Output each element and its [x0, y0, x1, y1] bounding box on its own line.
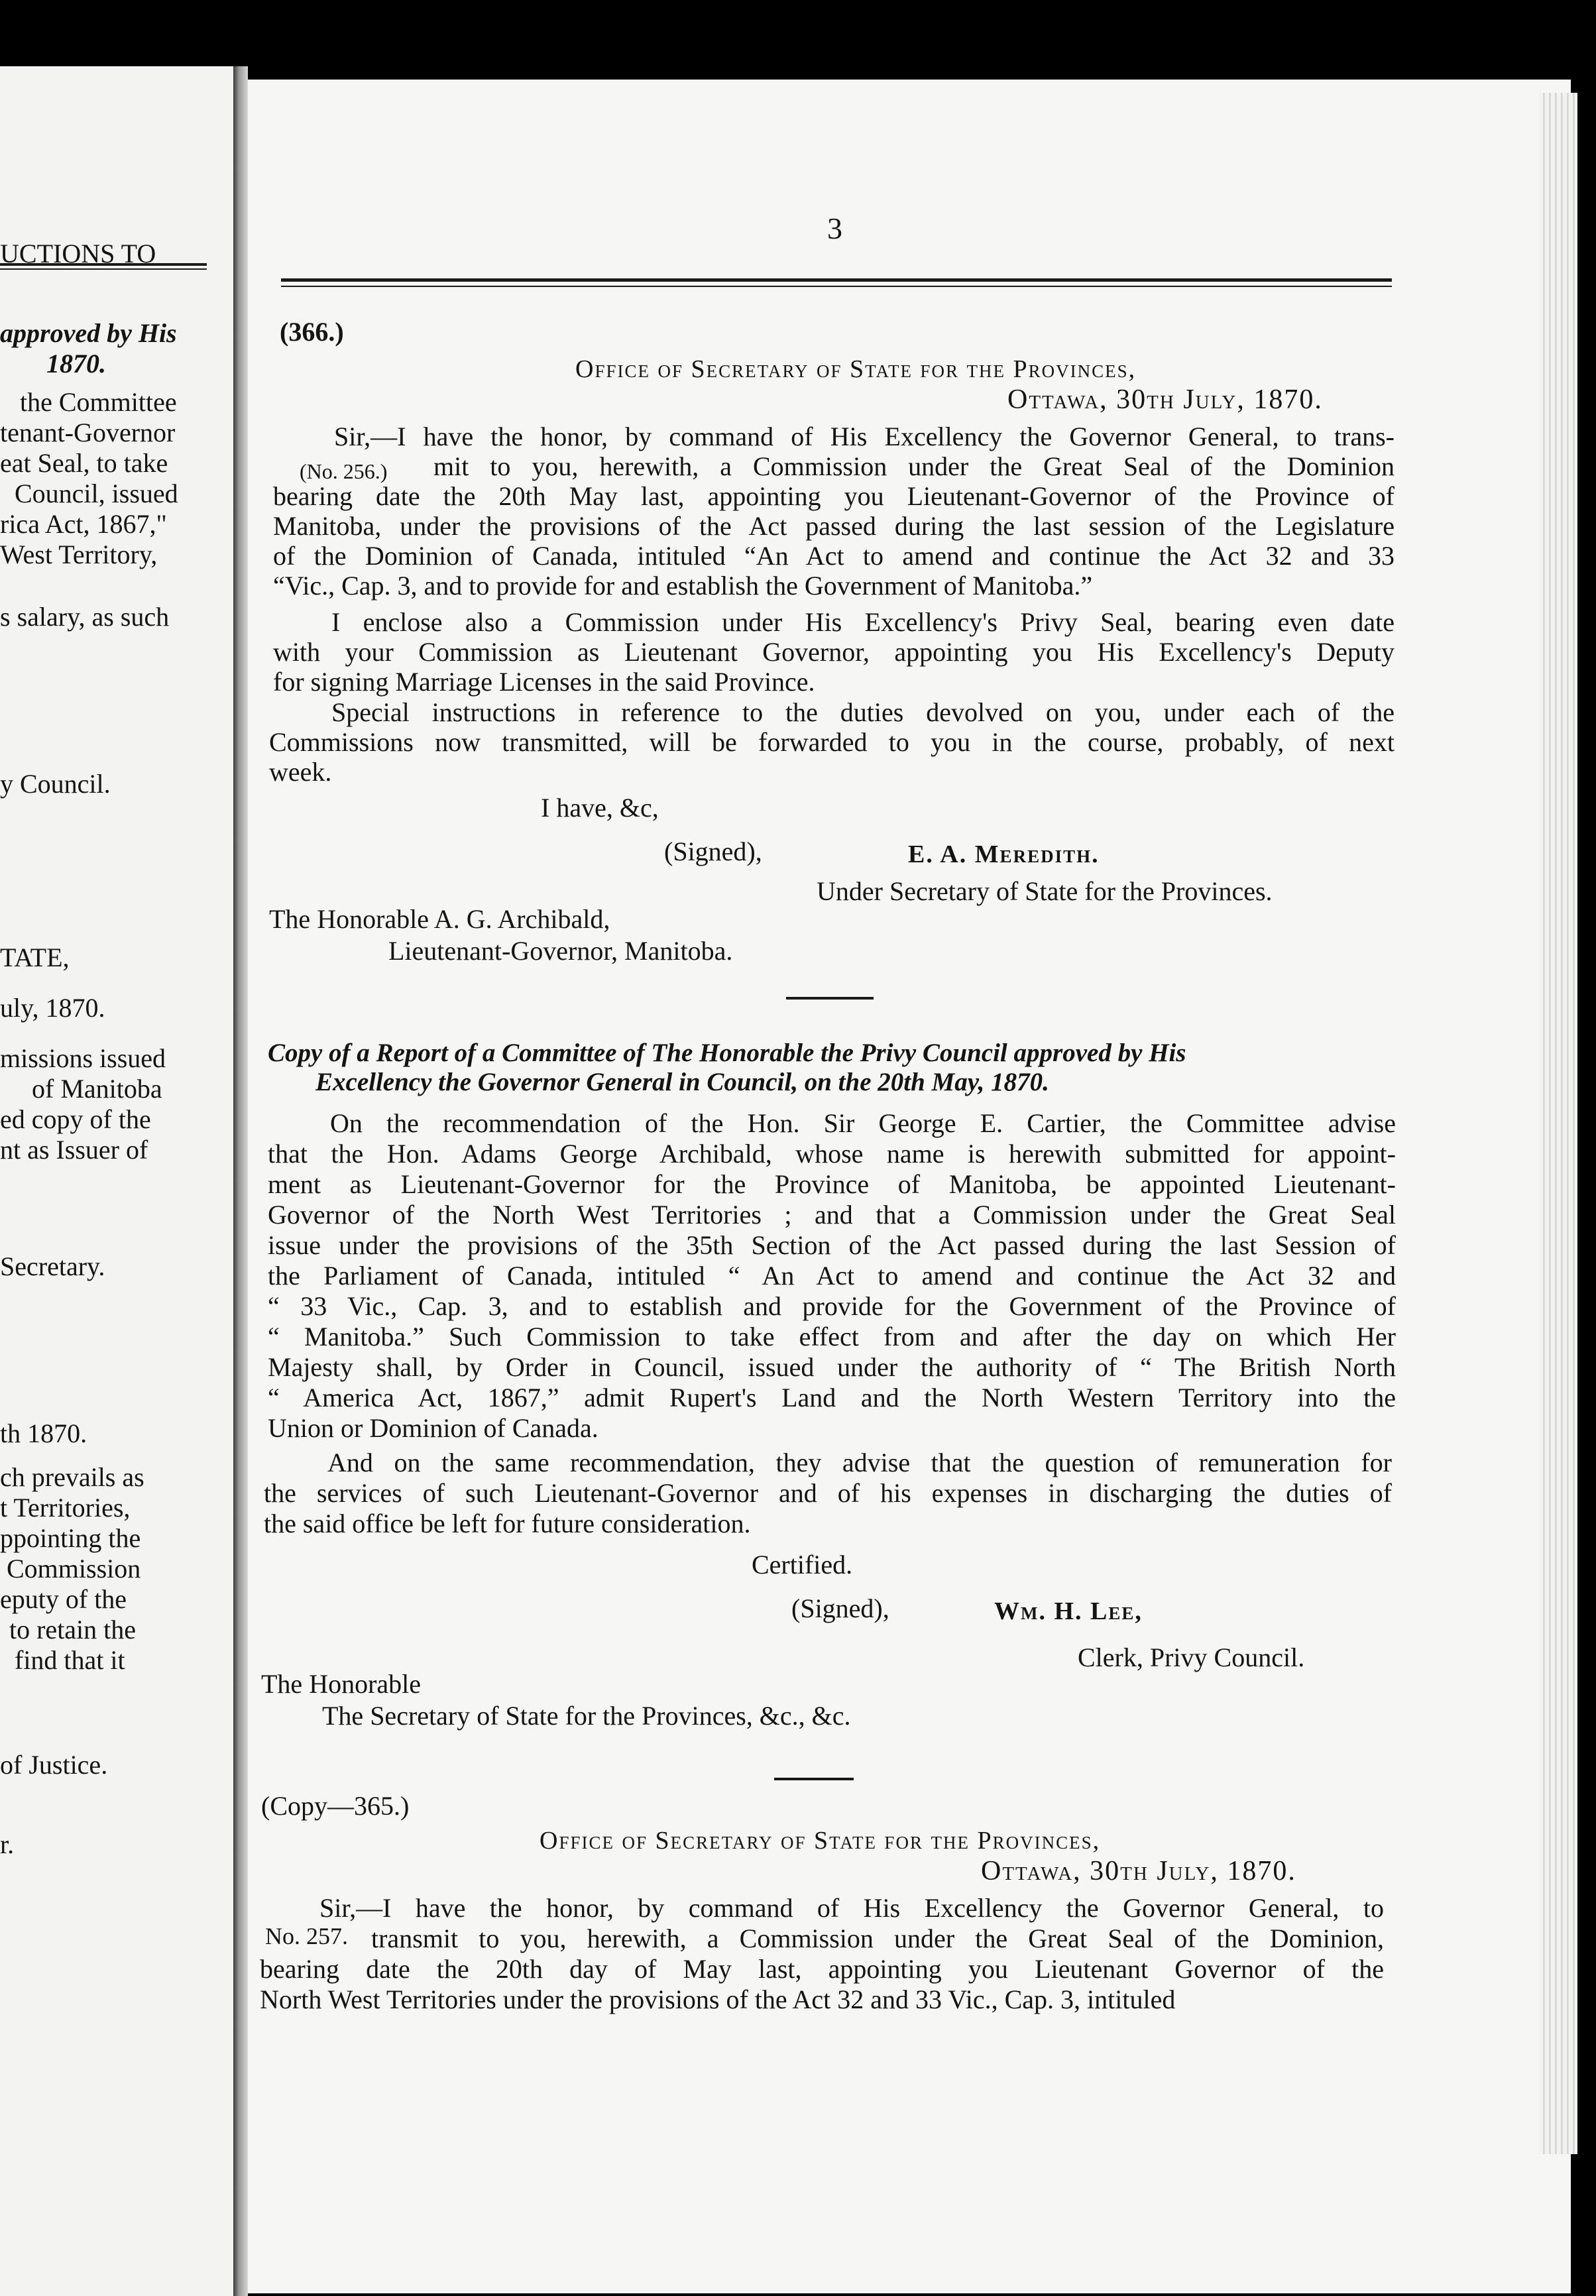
left-page-line: ppointing the — [0, 1523, 141, 1553]
left-page-line: the Committee — [20, 387, 177, 417]
letter1-margin-no: (No. 256.) — [300, 459, 388, 483]
l2p-line: North West Territories under the provisions of the Act 32 and 33 Vic., Cap. 3, intituled — [260, 1984, 1176, 2014]
rp2-line: the said office be left for future consideration. — [264, 1509, 751, 1538]
letter2-place-date: Ottawa, 30th July, 1870. — [981, 1856, 1296, 1886]
l1p1-line: mit to you, herewith, a Commission under the Great Seal of the Dominion — [433, 451, 1395, 481]
left-page-line: th 1870. — [0, 1418, 87, 1448]
letter1-office: Office of Secretary of State for the Provinces, — [575, 355, 1137, 383]
l2p-line: transmit to you, herewith, a Commission under the Great Seal of the Dominion, — [371, 1923, 1384, 1953]
book-gutter — [233, 66, 248, 2296]
left-page-line: ed copy of the — [0, 1104, 151, 1134]
l1p1-line: Manitoba, under the provisions of the Act passed during the last session of the Legislature — [273, 511, 1395, 541]
left-page-line: eat Seal, to take — [0, 448, 168, 478]
left-page-line: 1870. — [46, 349, 106, 378]
left-page-line: to retain the — [9, 1615, 137, 1644]
left-page-line: Secretary. — [0, 1251, 105, 1281]
left-page-line: of Manitoba — [32, 1074, 162, 1104]
left-page-line: West Territory, — [0, 540, 158, 569]
report-signer-title: Clerk, Privy Council. — [1078, 1642, 1305, 1672]
rp1-line: that the Hon. Adams George Archibald, whose name is herewith submitted for appoint- — [268, 1139, 1396, 1169]
l2p-line: bearing date the 20th day of May last, appointing you Lieutenant Governor of the — [260, 1954, 1384, 1984]
left-page-line: nt as Issuer of — [0, 1135, 148, 1165]
left-page-line: find that it — [15, 1645, 125, 1675]
rp1-line: ment as Lieutenant-Governor for the Province of Manitoba, be appointed Lieutenant- — [268, 1169, 1396, 1199]
letter1-signer-title: Under Secretary of State for the Provinces. — [817, 876, 1273, 906]
report-signer: Wm. H. Lee, — [994, 1597, 1143, 1625]
letter1-signed: (Signed), — [664, 836, 762, 866]
rp1-line: issue under the provisions of the 35th Section of the Act passed during the last Session of — [268, 1230, 1396, 1260]
rp1-line: “ Manitoba.” Such Commission to take effect from and after the day on which Her — [268, 1322, 1396, 1351]
l1p1-line: of the Dominion of Canada, intituled “An Act to amend and continue the Act 32 and 33 — [273, 541, 1395, 571]
report-certified: Certified. — [752, 1550, 853, 1579]
rp1-line: “ 33 Vic., Cap. 3, and to establish and provide for the Government of the Province of — [268, 1291, 1396, 1321]
left-page-line: Council, issued — [15, 479, 178, 508]
rp1-line: “ America Act, 1867,” admit Rupert's Land and the North Western Territory into the — [268, 1383, 1396, 1412]
page-edges — [1539, 93, 1577, 2154]
l1p3-line: week. — [269, 757, 332, 787]
l1p1-line: “Vic., Cap. 3, and to provide for and establish the Government of Manitoba.” — [273, 571, 1093, 601]
l1p2-line: with your Commission as Lieutenant Governor, appointing you His Excellency's Deputy — [273, 637, 1395, 667]
left-page-line: TATE, — [0, 943, 70, 972]
letter1-signer: E. A. Meredith. — [908, 840, 1100, 868]
report-signed: (Signed), — [791, 1593, 889, 1623]
letter1-closing: I have, &c, — [541, 793, 659, 823]
header-rule-thin — [281, 286, 1392, 287]
rp1-line: Governor of the North West Territories ; and that a Commission under the Great Seal — [268, 1200, 1396, 1230]
left-page-line: y Council. — [0, 769, 111, 799]
left-page-line: rica Act, 1867," — [0, 509, 167, 539]
letter2-margin-no: No. 257. — [265, 1923, 348, 1949]
l1p1-line: Sir,—I have the honor, by command of His Excellency the Governor General, to trans- — [334, 422, 1395, 451]
rp1-line: Majesty shall, by Order in Council, issued under the authority of “ The British North — [268, 1352, 1396, 1382]
letter1-place-date-text: Ottawa, 30th July, 1870. — [1007, 384, 1323, 415]
rp2-line: the services of such Lieutenant-Governor and of his expenses in discharging the duties of — [264, 1478, 1392, 1508]
report-heading-1: Copy of a Report of a Committee of The Honorable the Privy Council approved by His — [268, 1039, 1186, 1067]
left-page-line: tenant-Governor — [0, 418, 176, 447]
left-page-line: UCTIONS TO — [0, 239, 156, 268]
header-rule-thick — [281, 278, 1392, 282]
page-number: 3 — [827, 211, 842, 245]
letter1-place-date — [1007, 384, 1323, 415]
letter1-addressee-2: Lieutenant-Governor, Manitoba. — [388, 936, 733, 966]
left-page-line: t Territories, — [0, 1493, 131, 1522]
left-page-line: uly, 1870. — [0, 993, 105, 1023]
rp1-line: On the recommendation of the Hon. Sir George E. Cartier, the Committee advise — [330, 1108, 1396, 1138]
l1p3-line: Special instructions in reference to the duties devolved on you, under each of the — [331, 697, 1395, 727]
l1p1-line: bearing date the 20th May last, appointing you Lieutenant-Governor of the Province of — [273, 481, 1395, 511]
l1p2-line: for signing Marriage Licenses in the said Province. — [273, 667, 815, 697]
separator-1 — [786, 997, 874, 1000]
l2p-line: Sir,—I have the honor, by command of His Excellency the Governor General, to — [319, 1893, 1384, 1923]
left-page-line: approved by His — [0, 318, 177, 348]
left-page-line: ch prevails as — [0, 1462, 144, 1492]
l1p3-line: Commissions now transmitted, will be forwarded to you in the course, probably, of next — [269, 727, 1395, 757]
rp1-line: the Parliament of Canada, intituled “ An Act to amend and continue the Act 32 and — [268, 1261, 1396, 1291]
report-heading-2: Excellency the Governor General in Council, on the 20th May, 1870. — [315, 1068, 1049, 1096]
left-page-line: of Justice. — [0, 1750, 108, 1780]
left-page-line: missions issued — [0, 1043, 166, 1073]
report-addressee-1: The Honorable — [261, 1669, 422, 1699]
left-page-line: r. — [0, 1829, 15, 1859]
left-page-line: s salary, as such — [0, 602, 170, 632]
letter1-ref: (366.) — [280, 317, 344, 347]
report-addressee-2: The Secretary of State for the Provinces, &c., &c. — [322, 1701, 851, 1731]
left-page-line: eputy of the — [0, 1584, 127, 1614]
rp2-line: And on the same recommendation, they advise that the question of remuneration for — [327, 1448, 1392, 1477]
letter2-office: Office of Secretary of State for the Provinces, — [540, 1827, 1101, 1855]
letter2-ref: (Copy—365.) — [261, 1791, 410, 1821]
left-page-line: Commission — [7, 1554, 141, 1583]
rp1-line: Union or Dominion of Canada. — [268, 1413, 598, 1443]
letter1-addressee-1: The Honorable A. G. Archibald, — [269, 904, 610, 934]
l1p2-line: I enclose also a Commission under His Excellency's Privy Seal, bearing even date — [331, 607, 1395, 637]
separator-2 — [774, 1778, 854, 1780]
